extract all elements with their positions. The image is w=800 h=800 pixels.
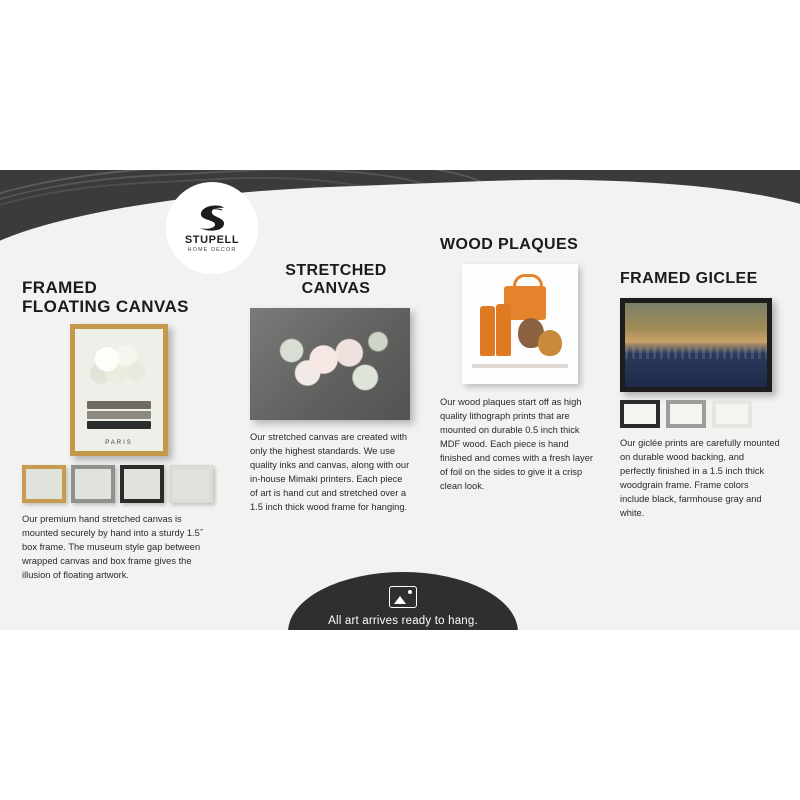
- frame-color-swatches: [620, 400, 786, 428]
- section-title-line1: STRETCHED: [285, 262, 387, 279]
- section-body: Our wood plaques start off as high quality lithograph prints that are mounted on durable 0.5 inch thick MDF wood. Each piece is hand finished and comes with a fresh layer of foil on the sides to give it a crisp clean look.: [440, 396, 593, 491]
- product-image-wood-plaque: [462, 264, 578, 384]
- section-title: [250, 262, 422, 298]
- section-title-line2: FLOATING CANVAS: [22, 297, 189, 317]
- stupell-swoosh-logo-icon: [195, 203, 229, 233]
- section-title: [22, 278, 214, 316]
- infographic-panel: [0, 170, 800, 630]
- boot-art: [496, 304, 511, 356]
- ground-shadow: [472, 364, 568, 368]
- bouquet-art: [89, 341, 149, 393]
- book: [87, 411, 151, 419]
- section-body: Our giclée prints are carefully mounted on durable wood backing, and perfectly finished in a 1.5 inch thick woodgrain frame. Frame colors include black, farmhouse gray and white.: [620, 437, 780, 518]
- books-art: [87, 401, 151, 435]
- swatch-gray: [666, 400, 706, 428]
- section-title-line1: FRAMED: [22, 278, 98, 297]
- section-title: [620, 270, 786, 288]
- ready-to-hang-ribbon: [288, 572, 518, 630]
- dog-art: [538, 330, 562, 356]
- brand-name: STUPELL: [184, 233, 240, 246]
- section-title-line1: FRAMED GICLEE: [620, 270, 758, 287]
- brand-tagline: HOME DECOR: [187, 247, 237, 254]
- product-image-framed-floating-canvas: [70, 324, 214, 456]
- section-stretched-canvas: [250, 262, 422, 514]
- section-framed-giclee: [620, 270, 786, 521]
- abstract-art: [625, 303, 767, 387]
- floral-art: [250, 308, 410, 420]
- picture-icon: [389, 586, 417, 608]
- gold-frame: [70, 324, 168, 456]
- boot-art: [480, 306, 495, 356]
- swatch-white: [712, 400, 752, 428]
- swatch-black: [620, 400, 660, 428]
- frame-color-swatches: [22, 465, 214, 503]
- section-title: [440, 236, 606, 254]
- swatch-gray: [71, 465, 115, 503]
- ribbon-text: All art arrives ready to hang.: [328, 615, 478, 627]
- swatch-white: [169, 465, 213, 503]
- section-wood-plaques: [440, 236, 606, 493]
- section-title-line2: CANVAS: [301, 279, 371, 297]
- product-image-framed-giclee: [620, 298, 772, 392]
- section-framed-floating-canvas: [22, 278, 214, 583]
- swatch-gold: [22, 465, 66, 503]
- header-band: [0, 170, 800, 248]
- artwork-caption: PARIS: [105, 440, 133, 447]
- book: [87, 421, 151, 429]
- section-title-line1: WOOD PLAQUES: [440, 236, 579, 253]
- brand-logo: [166, 182, 258, 274]
- section-body: Our stretched canvas are created with only the highest standards. We use quality inks and canvas, along with our in-house Mimaki printers. Each piece of art is hand cut and stretched over a 1.5 inch thick wood frame for hanging.: [250, 431, 410, 512]
- product-image-stretched-canvas: [250, 308, 410, 420]
- canvas-inner: [75, 329, 163, 451]
- swatch-black: [120, 465, 164, 503]
- book: [87, 401, 151, 409]
- section-body: Our premium hand stretched canvas is mounted securely by hand into a sturdy 1.5˝ box frame. The museum style gap between wrapped canvas and box frame gives the illusion of floating artwork.: [22, 514, 203, 580]
